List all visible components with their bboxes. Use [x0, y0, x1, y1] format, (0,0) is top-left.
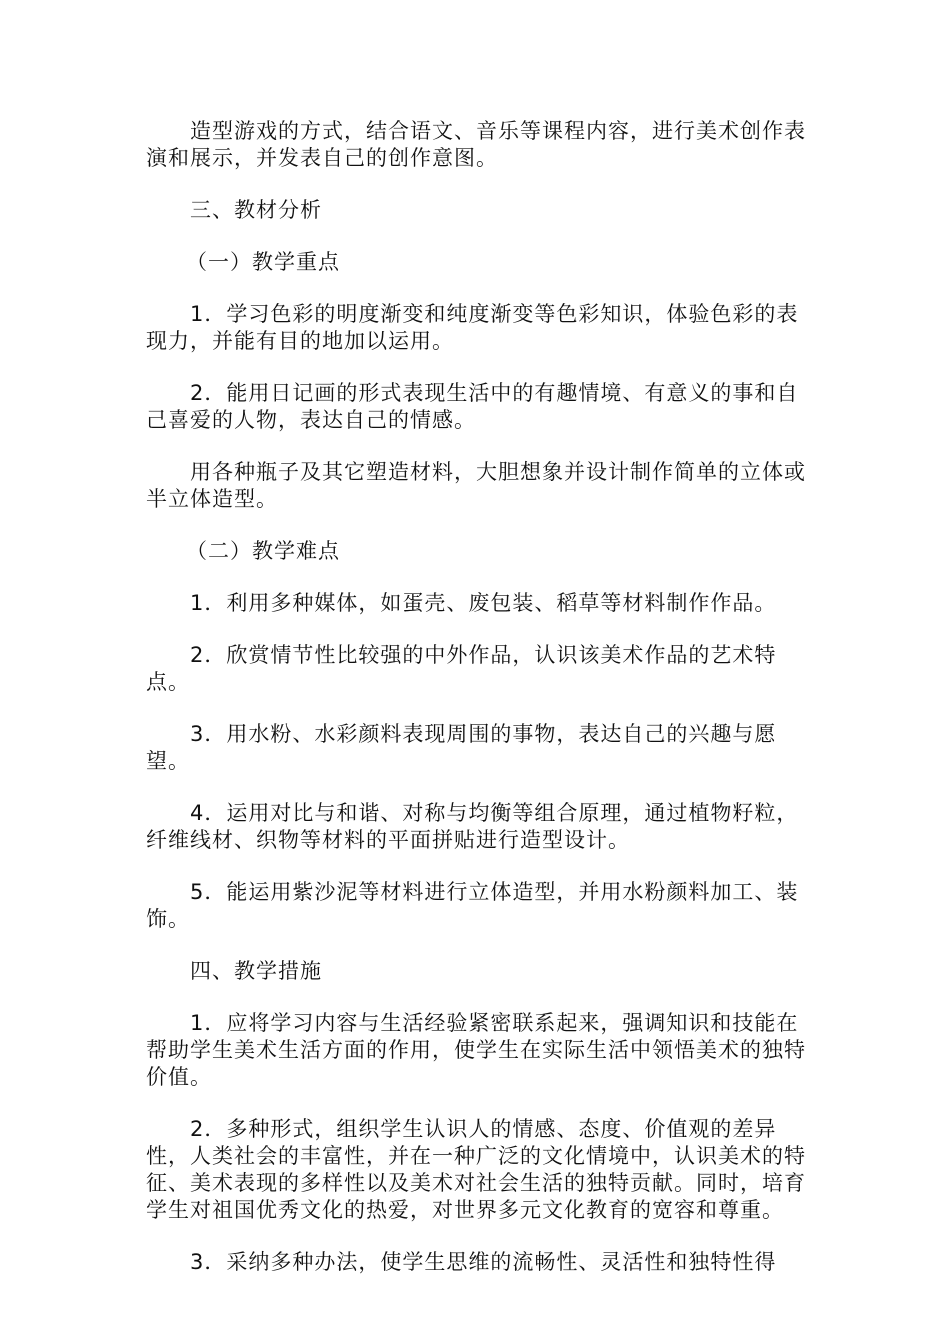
subsection-heading-teaching-focus: （一）教学重点	[186, 250, 340, 274]
difficulty-item-5: 5．能运用紫沙泥等材料进行立体造型，并用水粉颜料加工、装饰。	[146, 880, 799, 931]
paragraph-intro-continuation: 造型游戏的方式，结合语文、音乐等课程内容，进行美术创作表演和展示，并发表自己的创作意图。	[146, 119, 806, 170]
document-body	[146, 118, 810, 1301]
difficulty-item-4: 4．运用对比与和谐、对称与均衡等组合原理，通过植物籽粒，纤维线材、织物等材料的平面拼贴进行造型设计。	[146, 801, 799, 852]
difficulty-item-3: 3．用水粉、水彩颜料表现周围的事物，表达自己的兴趣与愿望。	[146, 722, 777, 773]
measure-item-2: 2．多种形式，组织学生认识人的情感、态度、价值观的差异性，人类社会的丰富性，并在一种广泛的文化情境中，认识美术的特征、美术表现的多样性以及美术对社会生活的独特贡献。同时，培育学生对祖国优秀文化的热爱，对世界多元文化教育的宽容和尊重。	[146, 1117, 806, 1222]
section-heading-teaching-measures: 四、教学措施	[190, 959, 322, 983]
difficulty-item-1: 1．利用多种媒体，如蛋壳、废包装、稻草等材料制作作品。	[190, 591, 777, 615]
difficulty-item-2: 2．欣赏情节性比较强的中外作品，认识该美术作品的艺术特点。	[146, 643, 777, 694]
focus-item-3: 用各种瓶子及其它塑造材料，大胆想象并设计制作简单的立体或半立体造型。	[146, 460, 806, 511]
subsection-heading-teaching-difficulties: （二）教学难点	[186, 539, 340, 563]
focus-item-2: 2．能用日记画的形式表现生活中的有趣情境、有意义的事和自己喜爱的人物，表达自己的情感。	[146, 381, 799, 432]
measure-item-3: 3．采纳多种办法，使学生思维的流畅性、灵活性和独特性得	[190, 1250, 777, 1274]
focus-item-1: 1．学习色彩的明度渐变和纯度渐变等色彩知识，体验色彩的表现力，并能有目的地加以运用。	[146, 302, 799, 353]
measure-item-1: 1．应将学习内容与生活经验紧密联系起来，强调知识和技能在帮助学生美术生活方面的作用，使学生在实际生活中领悟美术的独特价值。	[146, 1011, 806, 1089]
section-heading-textbook-analysis: 三、教材分析	[190, 198, 322, 222]
